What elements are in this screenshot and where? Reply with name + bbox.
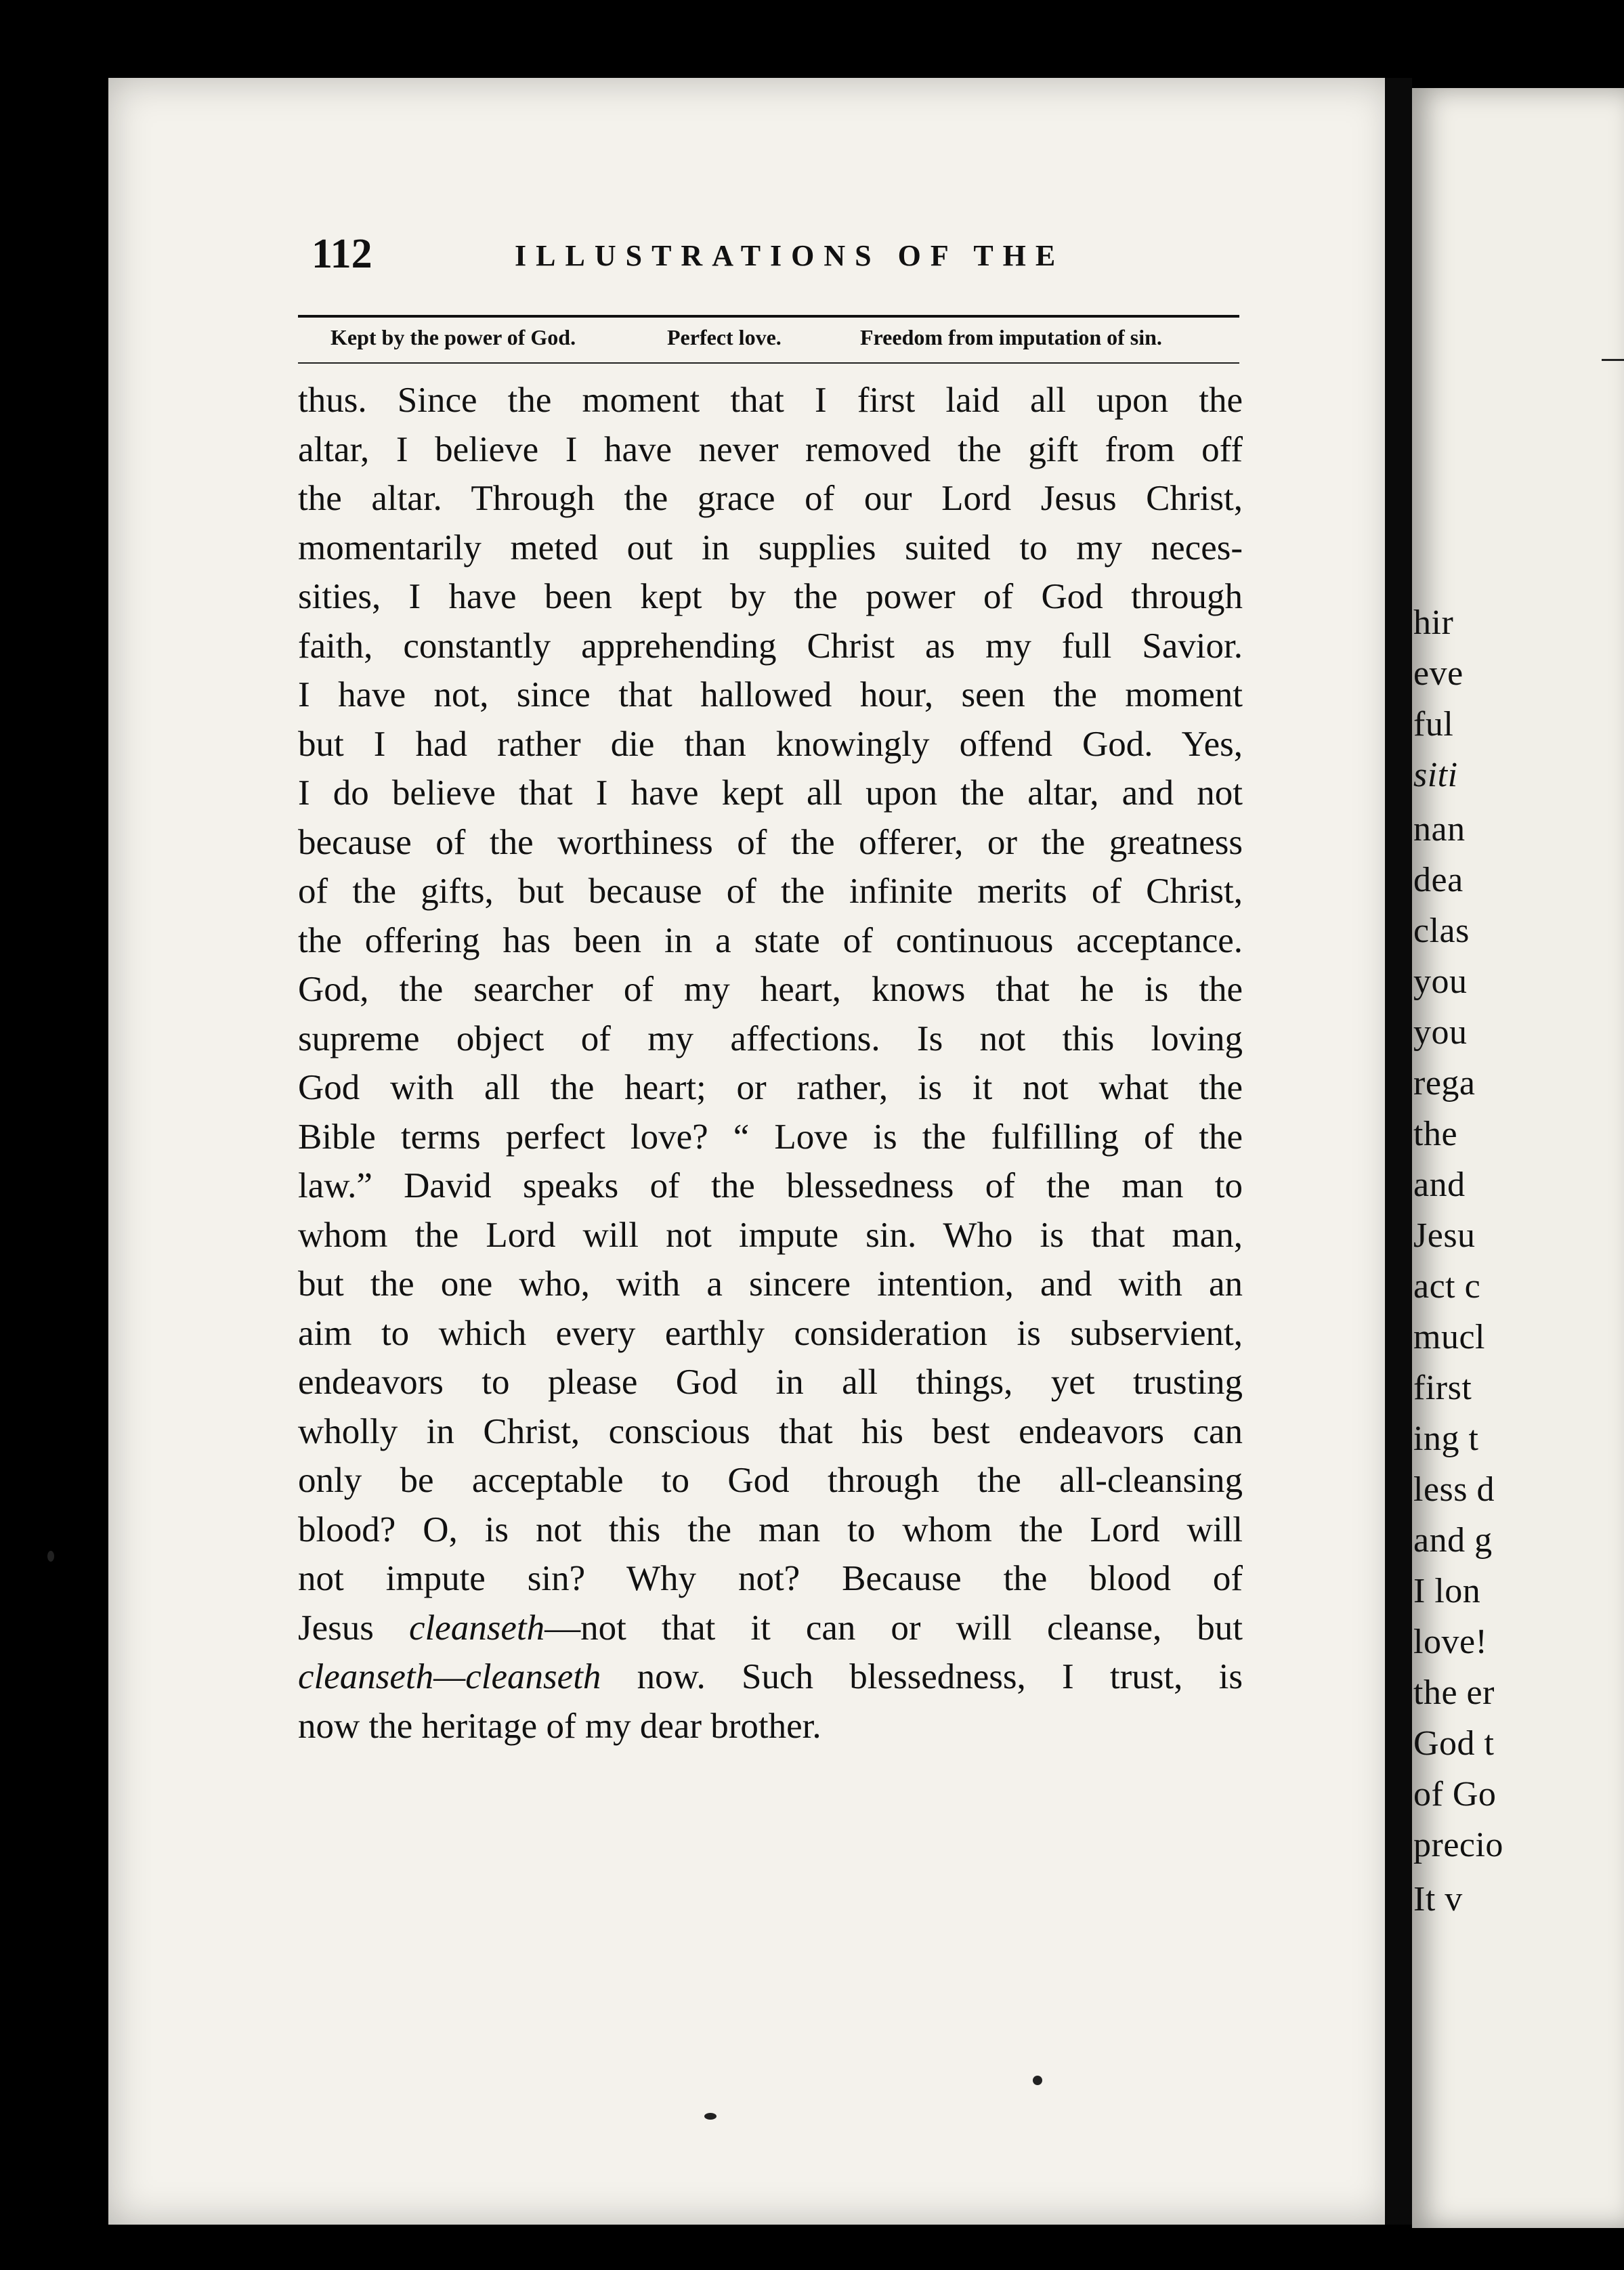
text-line: blood? O, is not this the man to whom the Lord will	[298, 1509, 1243, 1549]
right-page-fragment: and	[1413, 1165, 1466, 1204]
text-line: endeavors to please God in all things, yet trusting	[298, 1363, 1243, 1402]
emphasis-cleanseth: cleanseth	[408, 1608, 545, 1648]
text-line: because of the worthiness of the offerer, or the greatness	[298, 822, 1243, 862]
scan-speck	[1033, 2076, 1042, 2085]
right-page-fragment: I lon	[1413, 1572, 1481, 1610]
text-run: now. Such blessedness, I trust, is	[601, 1657, 1243, 1696]
running-head	[312, 230, 1273, 291]
text-line: law.” David speaks of the blessedness of the man to	[298, 1166, 1243, 1205]
right-page-fragment: mucl	[1413, 1318, 1485, 1356]
right-page-fragment: the er	[1413, 1673, 1495, 1712]
text-line: but the one who, with a sincere intention, and with an	[298, 1264, 1243, 1304]
text-line: only be acceptable to God through the all-cleansing	[298, 1461, 1243, 1500]
text-line: I have not, since that hallowed hour, seen the moment	[298, 675, 1243, 714]
text-line: not impute sin? Why not? Because the blood of	[298, 1559, 1243, 1598]
text-line: I do believe that I have kept all upon the altar, and not	[298, 773, 1243, 813]
text-line	[298, 1604, 1243, 1653]
text-line: the offering has been in a state of continuous acceptance.	[298, 920, 1243, 960]
right-page-fragment: nan	[1413, 810, 1466, 849]
topic-summary	[325, 320, 1233, 360]
right-page-fragment: and g	[1413, 1521, 1493, 1560]
text-line: Bible terms perfect love? “ Love is the fulfilling of the	[298, 1117, 1243, 1157]
right-page-fragment: precio	[1413, 1826, 1503, 1864]
text-line: of the gifts, but because of the infinite merits of Christ,	[298, 872, 1243, 911]
right-page-fragment: clas	[1413, 912, 1470, 950]
topic-freedom-from-imputation: Freedom from imputation of sin.	[860, 325, 1162, 349]
text-line: but I had rather die than knowingly offend God. Yes,	[298, 724, 1243, 764]
book-gutter	[1385, 78, 1412, 2225]
text-line: sities, I have been kept by the power of God through	[298, 577, 1243, 616]
text-line-last: now the heritage of my dear brother.	[298, 1706, 821, 1746]
right-page-fragment: It v	[1413, 1880, 1463, 1919]
right-page-fragment: of Go	[1413, 1775, 1497, 1814]
emphasis-cleanseth-repeat: cleanseth—cleanseth	[298, 1657, 601, 1696]
text-line: supreme object of my affections. Is not this loving	[298, 1019, 1243, 1058]
topic-kept-by-power: Kept by the power of God.	[330, 325, 576, 349]
right-page-fragment: the	[1413, 1115, 1458, 1153]
right-page-fragment: ing t	[1413, 1419, 1479, 1458]
text-run: —not that it can or will cleanse, but	[544, 1608, 1243, 1648]
text-line: momentarily meted out in supplies suited to my neces-	[298, 528, 1243, 568]
right-page-fragment: love!	[1413, 1623, 1488, 1661]
page-number: 112	[312, 231, 372, 277]
right-page-fragment: you	[1413, 1013, 1468, 1052]
right-page-fragment: first	[1413, 1369, 1472, 1407]
right-page-fragment: ful	[1413, 705, 1454, 744]
right-page-fragment: eve	[1413, 654, 1463, 693]
text-line: thus. Since the moment that I first laid all upon the	[298, 381, 1243, 420]
scan-speck	[704, 2113, 717, 2120]
right-page-rule	[1602, 359, 1624, 361]
text-line: aim to which every earthly consideration is subservient,	[298, 1313, 1243, 1353]
text-line: God with all the heart; or rather, is it not what the	[298, 1068, 1243, 1107]
body-text	[298, 376, 1243, 1751]
topic-perfect-love: Perfect love.	[667, 325, 782, 349]
right-page-fragment: rega	[1413, 1064, 1476, 1102]
header-rule-top	[298, 315, 1239, 318]
right-page-fragment: you	[1413, 962, 1468, 1001]
text-line: wholly in Christ, conscious that his best endeavors can	[298, 1411, 1243, 1451]
right-page-fragment: siti	[1413, 756, 1458, 794]
text-line: whom the Lord will not impute sin. Who is that man,	[298, 1215, 1243, 1255]
right-page-fragment: hir	[1413, 603, 1454, 642]
scan-speck	[47, 1551, 54, 1562]
text-run: Jesus	[298, 1608, 409, 1648]
text-line	[298, 1652, 1243, 1702]
right-page-fragment: dea	[1413, 861, 1463, 899]
text-line: faith, constantly apprehending Christ as my full Savior.	[298, 626, 1243, 666]
text-line: altar, I believe I have never removed the gift from off	[298, 429, 1243, 469]
running-title: ILLUSTRATIONS OF THE	[515, 239, 1065, 272]
right-page-fragment: Jesu	[1413, 1216, 1476, 1255]
right-page-fragment: act c	[1413, 1267, 1481, 1306]
text-line: the altar. Through the grace of our Lord Jesus Christ,	[298, 479, 1243, 518]
right-page-fragment: less d	[1413, 1470, 1495, 1509]
text-line: God, the searcher of my heart, knows that he is the	[298, 970, 1243, 1009]
header-rule-bottom	[298, 362, 1239, 364]
right-page-edge	[1412, 88, 1624, 2228]
right-page-fragment: God t	[1413, 1724, 1495, 1763]
